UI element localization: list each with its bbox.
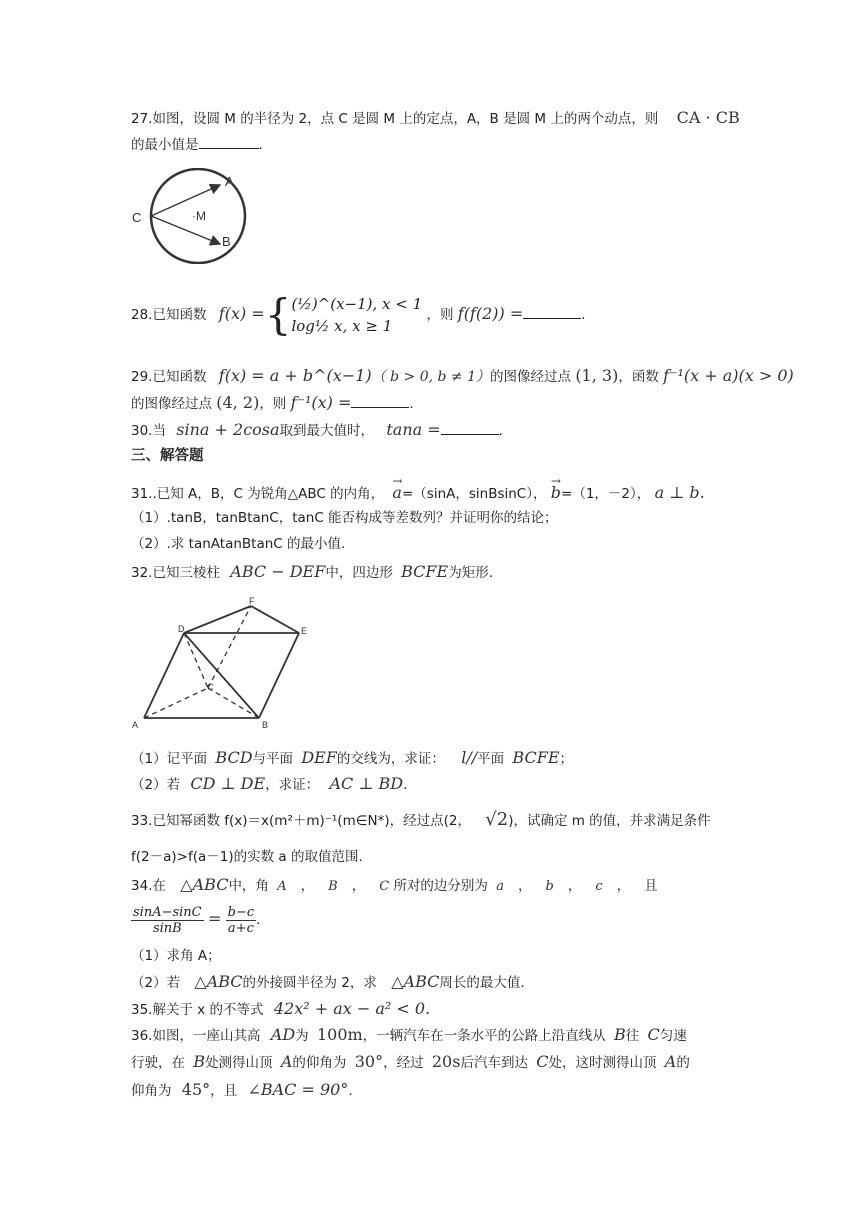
q36-line2: 行驶，在 B处测得山顶 A的仰角为 30°，经过 20s后汽车到达 C处，这时测得山顶 A的 — [131, 1052, 690, 1071]
circle-figure — [128, 168, 248, 264]
answer-blank — [441, 422, 499, 435]
svg-text:F: F — [249, 596, 255, 606]
q27-line1: 27.如图，设圆 M 的半径为 2，点 C 是圆 M 上的定点，A，B 是圆 M 上的两个动点，则 CA · CB — [131, 108, 740, 127]
answer-blank — [523, 306, 581, 319]
q28-line: 28.已知函数 f(x) ={ (½)^(x−1), x < 1 log½ x, x ≥ 1 ，则 f(f(2)) = . — [131, 290, 586, 339]
q34-line1: 34.在 △ABC中，角 A ， B ， C 所对的边分别为 a ， b ， c ， 且 — [131, 875, 658, 894]
q34-equation: $\frac{\sin A-\sin C}{\sin B}$ = $\frac{b-c}{a+c}$ . — [133, 904, 261, 936]
vector-ca — [151, 185, 220, 216]
answer-blank — [351, 395, 409, 408]
svg-text:E: E — [301, 626, 308, 636]
q35-line: 35.解关于 x 的不等式 42x² + ax − a² < 0. — [131, 999, 431, 1018]
section-heading: 三、解答题 — [131, 448, 204, 464]
q27-line2: 的最小值是 . — [131, 137, 263, 153]
svg-text:D: D — [178, 624, 185, 634]
vector-cb — [151, 216, 220, 244]
q30-line: 30.当 sina + 2cosa取到最大值时， tana = . — [131, 420, 503, 439]
q31-line3: （2）.求 tanAtanBtanC 的最小值. — [131, 536, 346, 552]
fraction-right: $\frac{b-c}{a+c}$ — [227, 904, 255, 936]
svg-text:B: B — [262, 720, 269, 730]
label-m: ·M — [192, 209, 206, 223]
q29-line1: 29.已知函数 f(x) = a + b^(x−1)（ b > 0, b ≠ 1）的图像经过点 (1, 3)，函数 f⁻¹(x + a)(x > 0) — [131, 366, 794, 385]
q34-part2: （2）若 △ABC的外接圆半径为 2，求 △ABC周长的最大值. — [131, 972, 525, 991]
q36-line1: 36.如图，一座山其高 AD为 100m，一辆汽车在一条水平的公路上沿直线从 B往 C匀速 — [131, 1025, 687, 1044]
q34-part1: （1）求角 A； — [131, 948, 221, 964]
q33-line2: f(2－a)>f(a－1)的实数 a 的取值范围. — [131, 849, 363, 865]
q29-line2: 的图像经过点 (4, 2)，则 f⁻¹(x) = . — [131, 393, 414, 412]
fraction-left: $\frac{\sin A-\sin C}{\sin B}$ — [133, 904, 202, 936]
q27-vector-product: CA · CB — [676, 108, 740, 127]
answer-blank — [199, 136, 259, 149]
label-c: C — [132, 210, 142, 225]
svg-text:C: C — [207, 682, 214, 692]
q31-line2: （1）.tanB，tanBtanC，tanC 能否构成等差数列？并证明你的结论； — [131, 510, 558, 526]
q36-line3: 仰角为 45°，且 ∠BAC = 90°. — [131, 1080, 353, 1099]
piecewise-function: (½)^(x−1), x < 1 log½ x, x ≥ 1 — [291, 295, 423, 335]
label-a: A — [225, 174, 234, 189]
prism-figure — [128, 596, 318, 736]
q31-line1: 31..已知 A，B，C 为锐角△ABC 的内角， → a=（sinA，sinBsinC）， → b=（1，－2）， a ⊥ b. — [131, 483, 705, 504]
q32-line1: 32.已知三棱柱 ABC − DEF中，四边形 BCFE为矩形. — [131, 562, 493, 581]
svg-text:A: A — [132, 720, 139, 730]
q33-line1: 33.已知幂函数 f(x)＝x(m²＋m)⁻¹(m∈N*)，经过点(2， √2)，试确定 m 的值，并求满足条件 — [131, 809, 711, 830]
q32-part2: （2）若 CD ⊥ DE，求证： AC ⊥ BD. — [131, 774, 408, 793]
q32-part1: （1）记平面 BCD与平面 DEF的交线为，求证： l//平面 BCFE； — [131, 748, 573, 767]
label-b: B — [222, 234, 231, 249]
